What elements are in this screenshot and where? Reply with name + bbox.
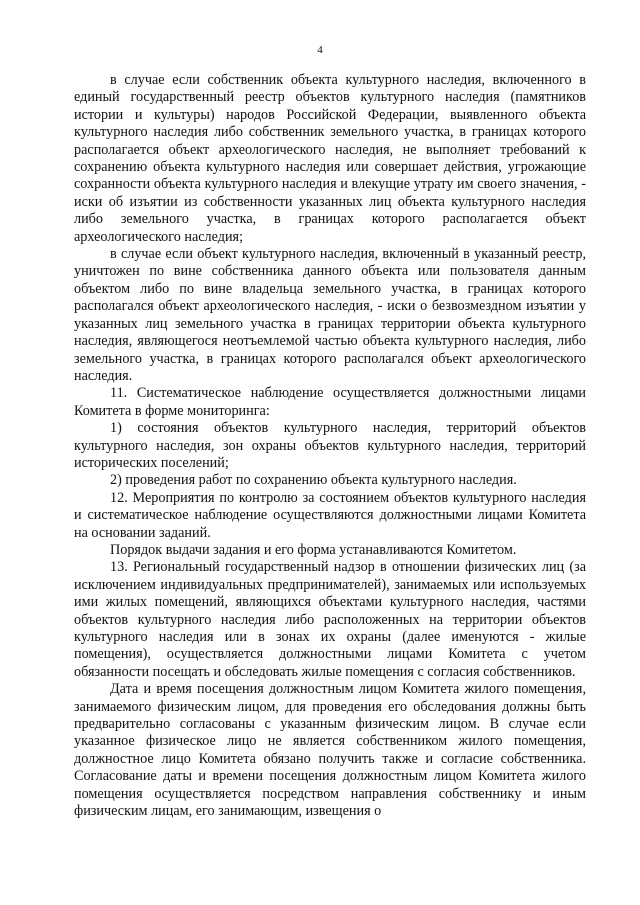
paragraph-visit-date: Дата и время посещения должностным лицом Комитета жилого помещения, занимаемого физическим лицом, для проведения его обследования должны быть предварительно согласованы с указанным физическим лицом. В случае если указанное физическое лицо не является собственником жилого помещения, должностное лицо Комитета обязано получить также и согласие собственника. Согласование даты и времени посещения должностным лицом Комитета жилого помещения осуществляется посредством направления собственнику и иным физическим лицам, его занимающим, извещения о	[74, 681, 586, 820]
paragraph-item-13: 13. Региональный государственный надзор в отношении физических лиц (за исключением индивидуальных предпринимателей), занимаемых или используемых ими жилых помещений, являющихся объектами культурного наследия, частями объектов культурного наследия либо расположенных на территории объектов культурного наследия или в зонах их охраны (далее именуются - жилые помещения), осуществляется должностными лицами Комитета с учетом обязанности посещать и обследовать жилые помещения с согласия собственников.	[74, 559, 586, 680]
paragraph-item-11-2: 2) проведения работ по сохранению объекта культурного наследия.	[110, 472, 517, 489]
paragraph-item-11-1: 1) состояния объектов культурного наследия, территорий объектов культурного наследия, зон охраны объектов культурного наследия, территорий исторических поселений;	[74, 420, 586, 471]
paragraph-item-11: 11. Систематическое наблюдение осуществляется должностными лицами Комитета в форме мониторинга:	[74, 385, 586, 419]
document-body	[74, 72, 586, 820]
paragraph-task-order: Порядок выдачи задания и его форма устанавливаются Комитетом.	[110, 541, 517, 558]
paragraph-item-12: 12. Мероприятия по контролю за состоянием объектов культурного наследия и систематическое наблюдение осуществляются должностными лицами Комитета на основании заданий.	[74, 489, 586, 541]
paragraph-object-destroyed: в случае если объект культурного наследия, включенный в указанный реестр, уничтожен по вине собственника данного объекта или пользователя данным объектом либо по вине владельца земельного участка, в границах которого располагался объект археологического наследия, - иски о безвозмездном изъятии у указанных лиц земельного участка в границах территории объекта культурного наследия, являющегося неотъемлемой частью объекта культурного наследия, либо земельного участка, в границах которого располагался объект археологического наследия.	[74, 246, 586, 384]
paragraph-owner-violation: в случае если собственник объекта культурного наследия, включенного в единый государственный реестр объектов культурного наследия (памятников истории и культуры) народов Российской Федерации, выявленного объекта культурного наследия либо собственник земельного участка, в границах которого располагается объект археологического наследия, не выполняет требований к сохранению объекта культурного наследия или совершает действия, угрожающие сохранности объекта культурного наследия и влекущие утрату им своего значения, - иски об изъятии из собственности указанных лиц объекта культурного наследия либо земельного участка, в границах которого располагается объект археологического наследия;	[74, 72, 586, 245]
page-number: 4	[317, 44, 323, 56]
